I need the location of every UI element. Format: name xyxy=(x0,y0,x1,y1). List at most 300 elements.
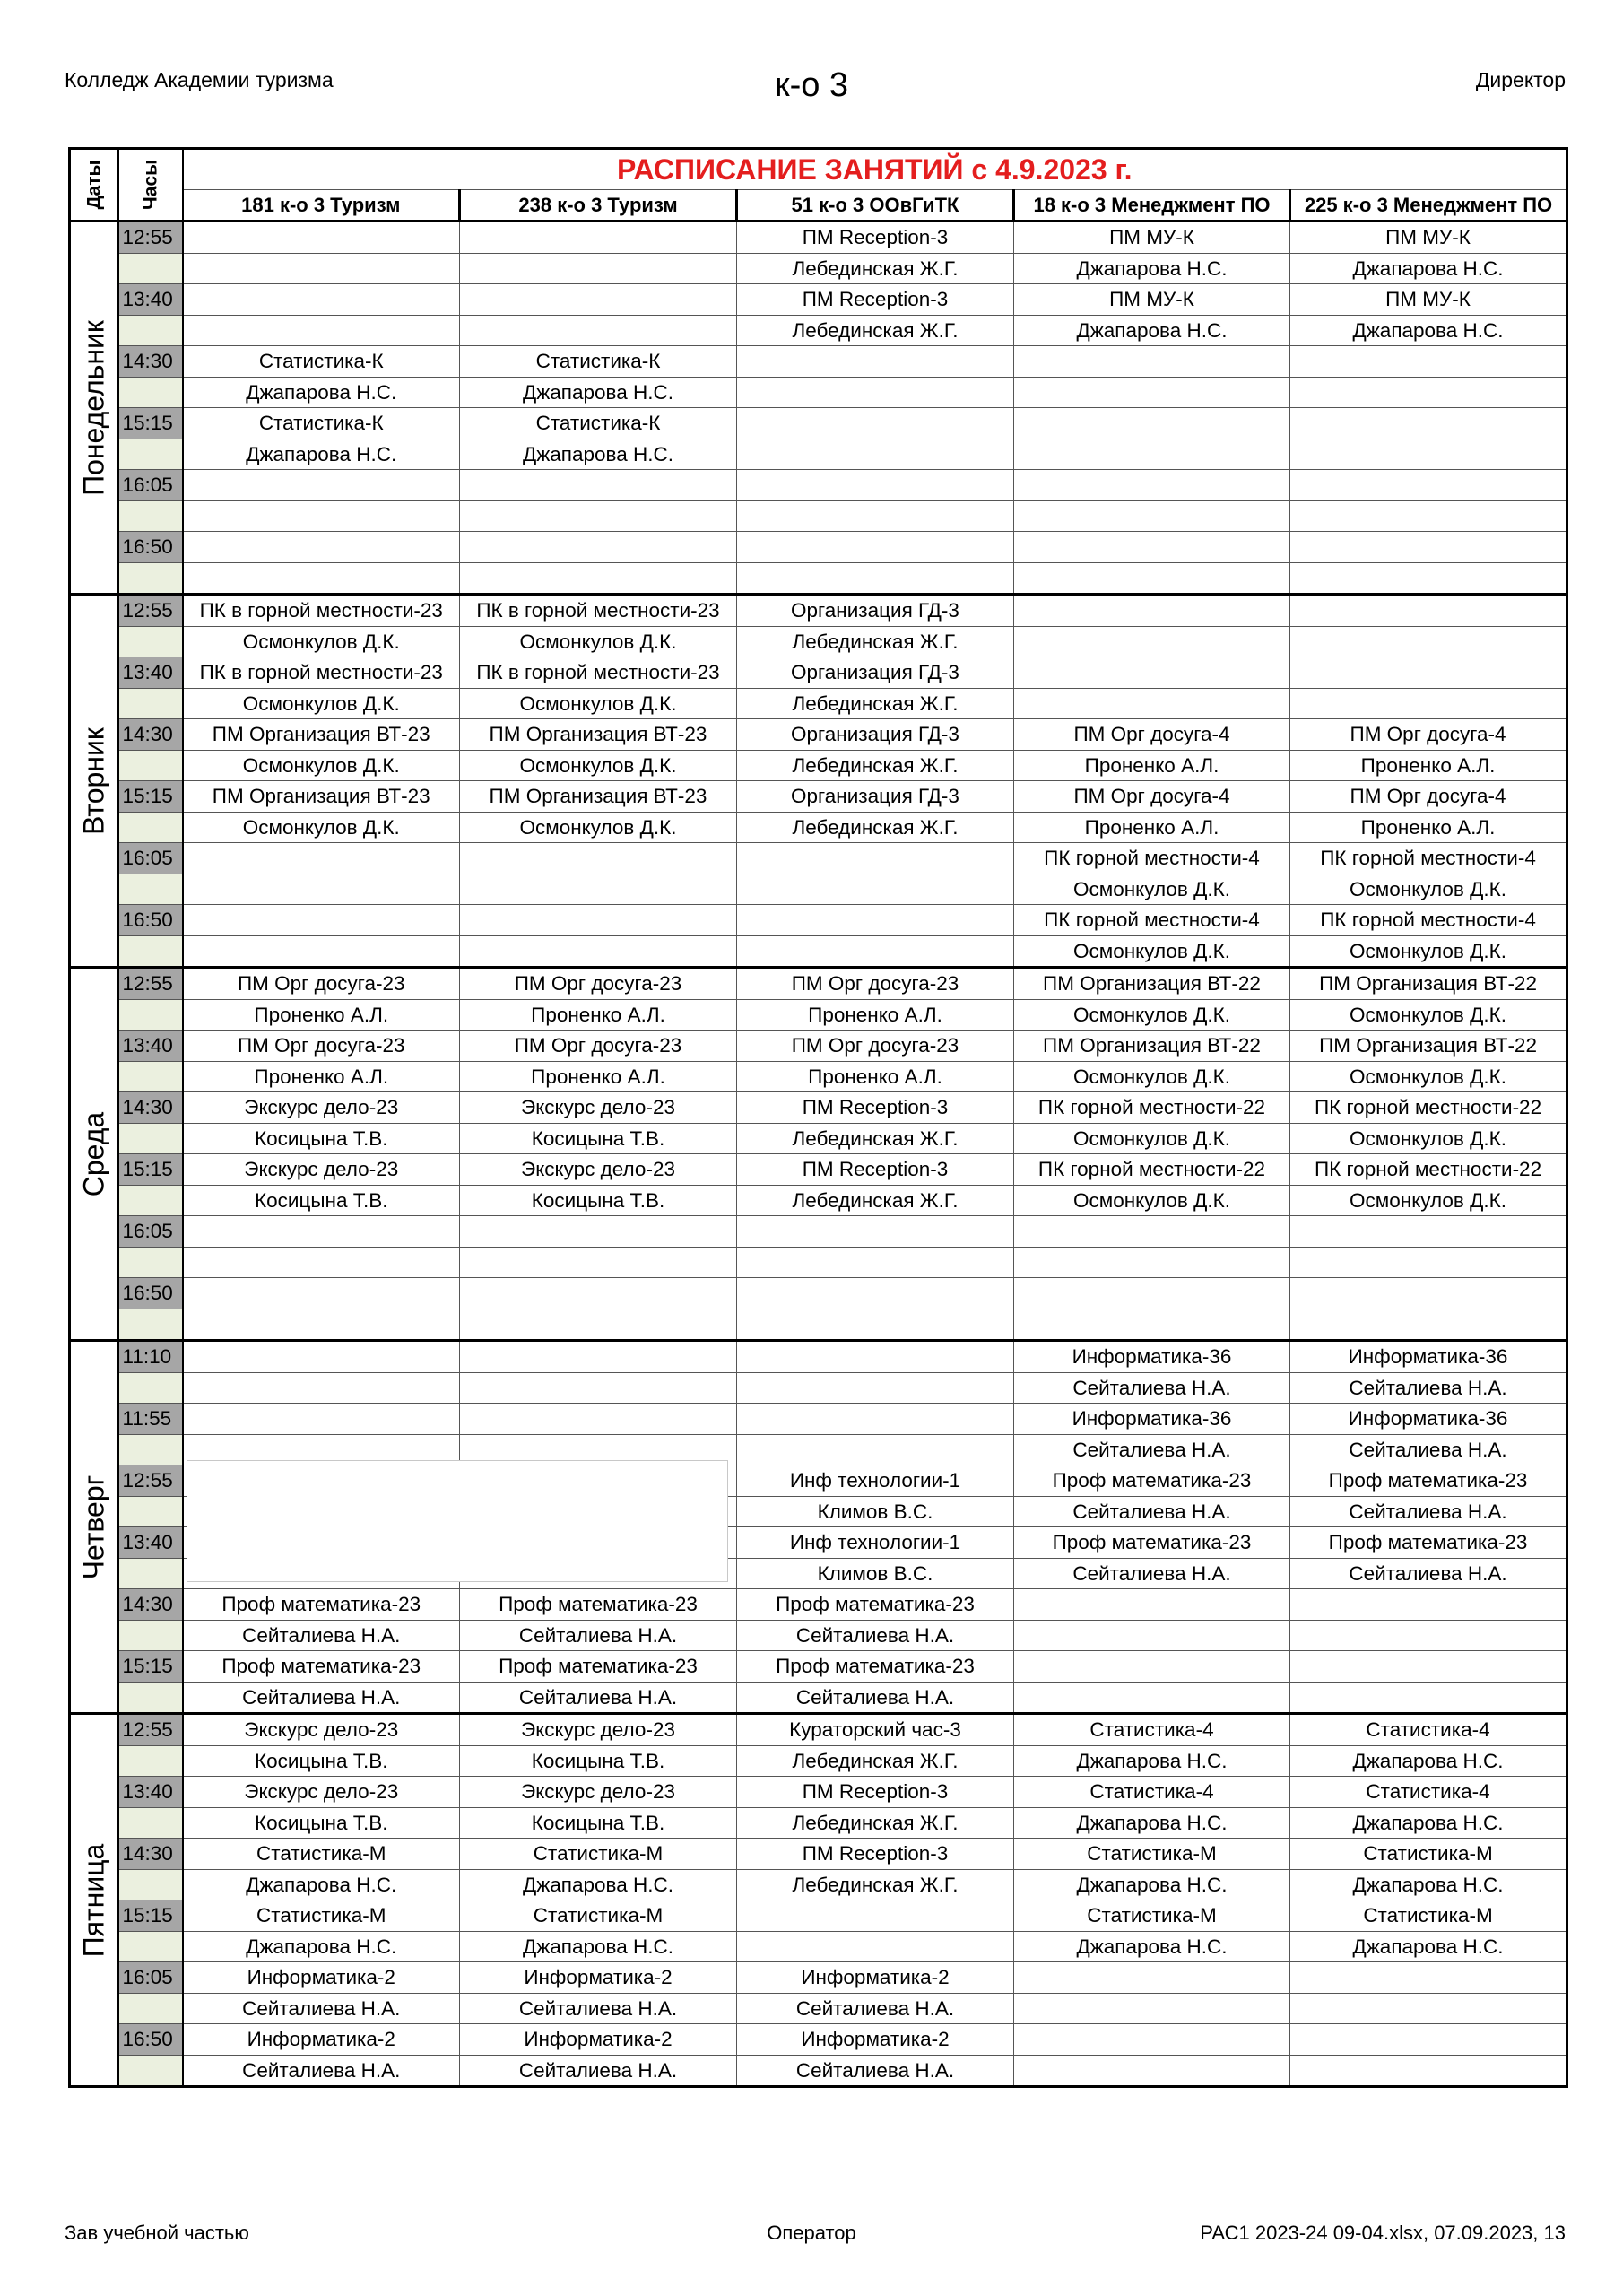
teacher-cell: Осмонкулов Д.К. xyxy=(1014,1123,1290,1154)
teacher-cell: Осмонкулов Д.К. xyxy=(1290,999,1567,1031)
subject-cell: Проф математика-23 xyxy=(737,1589,1014,1621)
teacher-row xyxy=(70,1309,1567,1341)
subject-row xyxy=(70,532,1567,563)
teacher-cell xyxy=(1014,688,1290,719)
subject-cell: Статистика-М xyxy=(1290,1839,1567,1870)
subject-cell xyxy=(183,905,460,936)
subject-cell xyxy=(1290,657,1567,689)
subject-cell: ПК горной местности-4 xyxy=(1290,905,1567,936)
teacher-row xyxy=(70,935,1567,968)
subject-cell xyxy=(460,1404,737,1435)
teacher-cell: Косицына Т.В. xyxy=(460,1745,737,1777)
subject-cell: Статистика-4 xyxy=(1290,1777,1567,1808)
day-label: Понедельник xyxy=(70,222,118,595)
subject-row xyxy=(70,1900,1567,1932)
teacher-cell: Лебединская Ж.Г. xyxy=(737,1807,1014,1839)
subject-row xyxy=(70,284,1567,316)
subject-cell: Информатика-2 xyxy=(460,2024,737,2056)
time-cell: 16:05 xyxy=(118,470,183,501)
subject-cell xyxy=(1014,346,1290,378)
subject-cell xyxy=(1014,2024,1290,2056)
teacher-cell: Сейталиева Н.А. xyxy=(183,1682,460,1714)
subject-cell: ПМ Организация ВТ-23 xyxy=(460,781,737,813)
teacher-cell xyxy=(1290,1309,1567,1341)
subject-cell xyxy=(737,470,1014,501)
subject-cell: Статистика-М xyxy=(1014,1900,1290,1932)
teacher-cell xyxy=(1290,377,1567,408)
subject-cell xyxy=(183,470,460,501)
time-cell-empty xyxy=(118,1869,183,1900)
teacher-cell: Джапарова Н.С. xyxy=(183,439,460,470)
group-header: 51 к-о 3 ООвГиТК xyxy=(737,190,1014,222)
subject-cell: ПМ Орг досуга-4 xyxy=(1290,719,1567,751)
subject-cell: ПМ Орг досуга-23 xyxy=(183,1031,460,1062)
teacher-row xyxy=(70,500,1567,532)
time-cell: 13:40 xyxy=(118,284,183,316)
subject-cell: Организация ГД-3 xyxy=(737,595,1014,627)
teacher-cell: Проненко А.Л. xyxy=(1290,750,1567,781)
subject-cell: ПК горной местности-22 xyxy=(1014,1092,1290,1124)
subject-cell: Проф математика-23 xyxy=(1014,1527,1290,1559)
subject-cell xyxy=(737,408,1014,439)
teacher-cell xyxy=(1014,1682,1290,1714)
time-cell-empty xyxy=(118,1807,183,1839)
time-cell: 12:55 xyxy=(118,1465,183,1497)
teacher-cell xyxy=(183,315,460,346)
subject-cell: ПМ Орг досуга-23 xyxy=(737,968,1014,1000)
teacher-cell xyxy=(1014,626,1290,657)
subject-cell: Экскурс дело-23 xyxy=(183,1714,460,1746)
teacher-cell: Лебединская Ж.Г. xyxy=(737,253,1014,284)
subject-cell xyxy=(737,532,1014,563)
teacher-cell xyxy=(1014,500,1290,532)
subject-cell: Инф технологии-1 xyxy=(737,1527,1014,1559)
subject-cell xyxy=(737,843,1014,874)
subject-cell xyxy=(460,284,737,316)
group-header: 18 к-о 3 Менеджмент ПО xyxy=(1014,190,1290,222)
teacher-cell: Осмонкулов Д.К. xyxy=(183,626,460,657)
subject-cell xyxy=(1290,595,1567,627)
subject-row xyxy=(70,2024,1567,2056)
teacher-cell: Сейталиева Н.А. xyxy=(1014,1558,1290,1589)
time-cell-empty xyxy=(118,688,183,719)
teacher-cell: Джапарова Н.С. xyxy=(460,1931,737,1962)
teacher-row xyxy=(70,874,1567,905)
subject-cell: ПМ Reception-3 xyxy=(737,1092,1014,1124)
subject-cell xyxy=(1014,1278,1290,1309)
subject-cell: Статистика-М xyxy=(460,1900,737,1932)
time-cell: 15:15 xyxy=(118,1900,183,1932)
teacher-cell: Осмонкулов Д.К. xyxy=(183,688,460,719)
teacher-cell xyxy=(460,315,737,346)
teacher-cell xyxy=(460,500,737,532)
time-cell-empty xyxy=(118,1558,183,1589)
teacher-cell: Джапарова Н.С. xyxy=(1290,315,1567,346)
subject-cell: Проф математика-23 xyxy=(460,1589,737,1621)
teacher-cell: Джапарова Н.С. xyxy=(1290,1807,1567,1839)
time-cell-empty xyxy=(118,1123,183,1154)
teacher-cell xyxy=(460,935,737,968)
subject-cell xyxy=(183,1278,460,1309)
teacher-row xyxy=(70,1372,1567,1404)
subject-cell xyxy=(460,1278,737,1309)
time-cell-empty xyxy=(118,1682,183,1714)
teacher-row xyxy=(70,1123,1567,1154)
subject-row xyxy=(70,657,1567,689)
subject-row xyxy=(70,1154,1567,1186)
director-label: Директор xyxy=(1475,68,1566,91)
subject-cell: Проф математика-23 xyxy=(1014,1465,1290,1497)
subject-cell: ПМ Организация ВТ-23 xyxy=(183,719,460,751)
teacher-cell: Сейталиева Н.А. xyxy=(460,2055,737,2087)
subject-cell xyxy=(1014,595,1290,627)
college-name: Колледж Академии туризма xyxy=(65,68,334,91)
teacher-cell xyxy=(1014,2055,1290,2087)
subject-cell xyxy=(1014,532,1290,563)
teacher-cell: Осмонкулов Д.К. xyxy=(183,812,460,843)
teacher-row xyxy=(70,1993,1567,2024)
teacher-cell xyxy=(183,253,460,284)
teacher-cell: Сейталиева Н.А. xyxy=(183,1620,460,1651)
teacher-cell: Джапарова Н.С. xyxy=(1014,253,1290,284)
time-cell: 14:30 xyxy=(118,719,183,751)
subject-cell xyxy=(460,905,737,936)
time-cell: 11:55 xyxy=(118,1404,183,1435)
time-cell-empty xyxy=(118,935,183,968)
subject-cell xyxy=(1014,1962,1290,1994)
subject-cell: Информатика-36 xyxy=(1014,1341,1290,1373)
teacher-cell: Проненко А.Л. xyxy=(1290,812,1567,843)
subject-cell: ПК в горной местности-23 xyxy=(183,657,460,689)
subject-cell: Экскурс дело-23 xyxy=(460,1154,737,1186)
subject-cell xyxy=(1014,1651,1290,1683)
subject-cell: ПМ Reception-3 xyxy=(737,284,1014,316)
subject-cell xyxy=(1290,1278,1567,1309)
subject-cell xyxy=(1290,346,1567,378)
subject-cell: Экскурс дело-23 xyxy=(460,1777,737,1808)
teacher-cell xyxy=(737,1247,1014,1278)
teacher-cell: Осмонкулов Д.К. xyxy=(1014,999,1290,1031)
teacher-cell xyxy=(1290,1620,1567,1651)
subject-cell: ПК горной местности-22 xyxy=(1014,1154,1290,1186)
subject-cell xyxy=(1014,657,1290,689)
teacher-row xyxy=(70,439,1567,470)
teacher-cell: Лебединская Ж.Г. xyxy=(737,626,1014,657)
time-cell-empty xyxy=(118,2055,183,2087)
course-label: к-о 3 xyxy=(774,66,849,104)
subject-cell: Проф математика-23 xyxy=(460,1651,737,1683)
teacher-cell xyxy=(460,253,737,284)
subject-cell: ПМ Организация ВТ-23 xyxy=(183,781,460,813)
subject-cell: ПМ МУ-К xyxy=(1290,284,1567,316)
teacher-cell xyxy=(1290,626,1567,657)
subject-cell xyxy=(1014,408,1290,439)
teacher-cell: Косицына Т.В. xyxy=(183,1185,460,1216)
teacher-cell: Сейталиева Н.А. xyxy=(737,1620,1014,1651)
time-cell-empty xyxy=(118,1496,183,1527)
subject-cell: Проф математика-23 xyxy=(737,1651,1014,1683)
teacher-row xyxy=(70,1061,1567,1092)
subject-cell xyxy=(183,222,460,254)
teacher-cell: Осмонкулов Д.К. xyxy=(1290,1185,1567,1216)
subject-cell xyxy=(460,1216,737,1248)
subject-row xyxy=(70,595,1567,627)
subject-cell: ПМ Орг досуга-4 xyxy=(1290,781,1567,813)
teacher-cell: Осмонкулов Д.К. xyxy=(460,688,737,719)
teacher-cell xyxy=(460,874,737,905)
subject-cell: ПМ МУ-К xyxy=(1290,222,1567,254)
subject-row xyxy=(70,346,1567,378)
teacher-cell: Косицына Т.В. xyxy=(460,1807,737,1839)
subject-cell xyxy=(1290,1589,1567,1621)
subject-row xyxy=(70,1777,1567,1808)
teacher-row xyxy=(70,253,1567,284)
subject-cell: Информатика-2 xyxy=(183,1962,460,1994)
teacher-cell xyxy=(1290,1682,1567,1714)
teacher-cell xyxy=(1290,688,1567,719)
subject-cell xyxy=(737,1341,1014,1373)
time-cell: 13:40 xyxy=(118,1777,183,1808)
subject-cell: Статистика-М xyxy=(1290,1900,1567,1932)
teacher-cell: Климов В.С. xyxy=(737,1558,1014,1589)
time-cell: 12:55 xyxy=(118,968,183,1000)
teacher-cell: Косицына Т.В. xyxy=(183,1807,460,1839)
subject-cell xyxy=(737,1216,1014,1248)
teacher-cell xyxy=(1290,1993,1567,2024)
subject-row xyxy=(70,1341,1567,1373)
subject-row xyxy=(70,905,1567,936)
time-cell-empty xyxy=(118,1434,183,1465)
time-cell: 14:30 xyxy=(118,346,183,378)
schedule-title: РАСПИСАНИЕ ЗАНЯТИЙ с 4.9.2023 г. xyxy=(183,149,1567,190)
subject-cell: ПМ Организация ВТ-22 xyxy=(1290,968,1567,1000)
teacher-cell: Сейталиева Н.А. xyxy=(183,2055,460,2087)
time-cell-empty xyxy=(118,750,183,781)
teacher-cell: Джапарова Н.С. xyxy=(183,1869,460,1900)
teacher-cell: Осмонкулов Д.К. xyxy=(460,750,737,781)
teacher-cell: Джапарова Н.С. xyxy=(460,377,737,408)
day-label: Четверг xyxy=(70,1341,118,1714)
teacher-cell: Косицына Т.В. xyxy=(460,1185,737,1216)
teacher-cell: Джапарова Н.С. xyxy=(1014,1745,1290,1777)
subject-row xyxy=(70,1404,1567,1435)
subject-cell: Статистика-М xyxy=(1014,1839,1290,1870)
teacher-cell: Сейталиева Н.А. xyxy=(1014,1496,1290,1527)
teacher-cell xyxy=(737,1931,1014,1962)
teacher-cell: Сейталиева Н.А. xyxy=(460,1620,737,1651)
subject-cell: Статистика-4 xyxy=(1290,1714,1567,1746)
subject-cell: Информатика-2 xyxy=(737,2024,1014,2056)
subject-row xyxy=(70,719,1567,751)
time-cell-empty xyxy=(118,1993,183,2024)
subject-cell: Кураторский час-3 xyxy=(737,1714,1014,1746)
subject-cell: Статистика-М xyxy=(183,1839,460,1870)
teacher-cell xyxy=(1290,1247,1567,1278)
teacher-cell xyxy=(737,562,1014,595)
time-cell-empty xyxy=(118,1745,183,1777)
teacher-cell: Лебединская Ж.Г. xyxy=(737,1869,1014,1900)
time-cell-empty xyxy=(118,1061,183,1092)
time-cell: 16:50 xyxy=(118,532,183,563)
deputy-label: Зав учебной частью xyxy=(65,2222,249,2244)
teacher-cell: Лебединская Ж.Г. xyxy=(737,315,1014,346)
teacher-row xyxy=(70,1247,1567,1278)
teacher-cell: Джапарова Н.С. xyxy=(1290,1931,1567,1962)
subject-cell: ПК горной местности-22 xyxy=(1290,1092,1567,1124)
subject-row xyxy=(70,843,1567,874)
subject-cell: ПМ Орг досуга-4 xyxy=(1014,781,1290,813)
subject-cell: ПК горной местности-4 xyxy=(1290,843,1567,874)
subject-cell: Проф математика-23 xyxy=(1290,1527,1567,1559)
teacher-cell: Лебединская Ж.Г. xyxy=(737,750,1014,781)
teacher-cell: Сейталиева Н.А. xyxy=(1014,1372,1290,1404)
teacher-cell: Джапарова Н.С. xyxy=(183,377,460,408)
subject-row xyxy=(70,1651,1567,1683)
group-header: 181 к-о 3 Туризм xyxy=(183,190,460,222)
subject-cell: ПМ Организация ВТ-22 xyxy=(1290,1031,1567,1062)
subject-cell: Информатика-36 xyxy=(1290,1404,1567,1435)
teacher-cell: Осмонкулов Д.К. xyxy=(1014,1061,1290,1092)
teacher-cell xyxy=(737,874,1014,905)
teacher-cell xyxy=(183,562,460,595)
subject-cell: Экскурс дело-23 xyxy=(460,1092,737,1124)
subject-row xyxy=(70,222,1567,254)
teacher-row xyxy=(70,377,1567,408)
time-cell: 13:40 xyxy=(118,1527,183,1559)
group-header: 238 к-о 3 Туризм xyxy=(460,190,737,222)
subject-cell: ПМ МУ-К xyxy=(1014,222,1290,254)
time-cell: 16:05 xyxy=(118,843,183,874)
time-cell-empty xyxy=(118,500,183,532)
time-cell-empty xyxy=(118,999,183,1031)
teacher-cell: Осмонкулов Д.К. xyxy=(1014,1185,1290,1216)
subject-row xyxy=(70,1714,1567,1746)
teacher-row xyxy=(70,2055,1567,2087)
subject-cell: Информатика-2 xyxy=(460,1962,737,1994)
time-cell: 16:50 xyxy=(118,1278,183,1309)
subject-cell: Статистика-М xyxy=(183,1900,460,1932)
subject-cell xyxy=(737,1900,1014,1932)
teacher-cell: Осмонкулов Д.К. xyxy=(1290,1123,1567,1154)
subject-cell xyxy=(1014,1589,1290,1621)
teacher-cell xyxy=(183,935,460,968)
teacher-cell xyxy=(1014,562,1290,595)
teacher-cell xyxy=(1014,1993,1290,2024)
subject-cell xyxy=(1290,1651,1567,1683)
subject-cell xyxy=(1290,470,1567,501)
teacher-row xyxy=(70,1682,1567,1714)
teacher-cell: Лебединская Ж.Г. xyxy=(737,688,1014,719)
teacher-row xyxy=(70,1869,1567,1900)
teacher-cell xyxy=(1014,439,1290,470)
teacher-cell xyxy=(1290,439,1567,470)
time-cell-empty xyxy=(118,1185,183,1216)
subject-cell xyxy=(1290,532,1567,563)
subject-cell xyxy=(460,532,737,563)
teacher-row xyxy=(70,1620,1567,1651)
subject-row xyxy=(70,781,1567,813)
time-cell-empty xyxy=(118,874,183,905)
teacher-cell: Джапарова Н.С. xyxy=(1290,253,1567,284)
time-cell: 11:10 xyxy=(118,1341,183,1373)
teacher-row xyxy=(70,999,1567,1031)
time-cell-empty xyxy=(118,1247,183,1278)
time-cell-empty xyxy=(118,1931,183,1962)
subject-cell xyxy=(460,1341,737,1373)
teacher-cell: Проненко А.Л. xyxy=(460,1061,737,1092)
teacher-cell xyxy=(737,377,1014,408)
time-cell: 15:15 xyxy=(118,781,183,813)
teacher-cell: Лебединская Ж.Г. xyxy=(737,1745,1014,1777)
teacher-cell xyxy=(183,1309,460,1341)
subject-cell xyxy=(183,284,460,316)
teacher-cell: Сейталиева Н.А. xyxy=(1290,1496,1567,1527)
teacher-cell: Джапарова Н.С. xyxy=(1290,1745,1567,1777)
teacher-cell xyxy=(737,439,1014,470)
teacher-cell: Климов В.С. xyxy=(737,1496,1014,1527)
schedule-body xyxy=(70,222,1567,2087)
teacher-row xyxy=(70,562,1567,595)
teacher-cell: Проненко А.Л. xyxy=(737,999,1014,1031)
teacher-row xyxy=(70,812,1567,843)
subject-cell xyxy=(183,1404,460,1435)
teacher-cell xyxy=(460,1309,737,1341)
subject-cell xyxy=(183,1341,460,1373)
teacher-cell xyxy=(737,1372,1014,1404)
subject-cell xyxy=(1290,1962,1567,1994)
teacher-cell: Осмонкулов Д.К. xyxy=(1014,874,1290,905)
teacher-cell: Сейталиева Н.А. xyxy=(737,1682,1014,1714)
dates-column-header: Даты xyxy=(70,149,118,222)
time-cell: 16:05 xyxy=(118,1216,183,1248)
teacher-cell xyxy=(1014,377,1290,408)
teacher-cell: Проненко А.Л. xyxy=(460,999,737,1031)
teacher-cell: Осмонкулов Д.К. xyxy=(460,812,737,843)
subject-cell: ПМ Орг досуга-23 xyxy=(737,1031,1014,1062)
teacher-cell xyxy=(737,935,1014,968)
teacher-cell: Джапарова Н.С. xyxy=(1014,315,1290,346)
subject-cell: Проф математика-23 xyxy=(183,1589,460,1621)
operator-label: Оператор xyxy=(767,2222,856,2244)
subject-cell xyxy=(1290,408,1567,439)
subject-cell: ПМ Reception-3 xyxy=(737,1154,1014,1186)
time-cell-empty xyxy=(118,1372,183,1404)
subject-row xyxy=(70,1092,1567,1124)
group-header: 225 к-о 3 Менеджмент ПО xyxy=(1290,190,1567,222)
hours-column-header: Часы xyxy=(118,149,183,222)
teacher-cell: Джапарова Н.С. xyxy=(1014,1807,1290,1839)
subject-cell: Статистика-М xyxy=(460,1839,737,1870)
subject-cell: Экскурс дело-23 xyxy=(183,1154,460,1186)
subject-cell: ПК горной местности-22 xyxy=(1290,1154,1567,1186)
time-cell-empty xyxy=(118,812,183,843)
teacher-cell: Сейталиева Н.А. xyxy=(183,1993,460,2024)
teacher-cell: Сейталиева Н.А. xyxy=(460,1682,737,1714)
blank-overlay-box xyxy=(187,1460,728,1582)
subject-row xyxy=(70,1589,1567,1621)
teacher-cell xyxy=(1290,500,1567,532)
teacher-cell: Проненко А.Л. xyxy=(737,1061,1014,1092)
subject-cell xyxy=(460,843,737,874)
teacher-cell xyxy=(737,1434,1014,1465)
subject-cell xyxy=(183,1216,460,1248)
teacher-cell: Лебединская Ж.Г. xyxy=(737,812,1014,843)
subject-cell xyxy=(460,222,737,254)
teacher-cell: Джапарова Н.С. xyxy=(1014,1931,1290,1962)
subject-row xyxy=(70,1962,1567,1994)
teacher-cell: Джапарова Н.С. xyxy=(1014,1869,1290,1900)
subject-cell: ПМ Орг досуга-4 xyxy=(1014,719,1290,751)
